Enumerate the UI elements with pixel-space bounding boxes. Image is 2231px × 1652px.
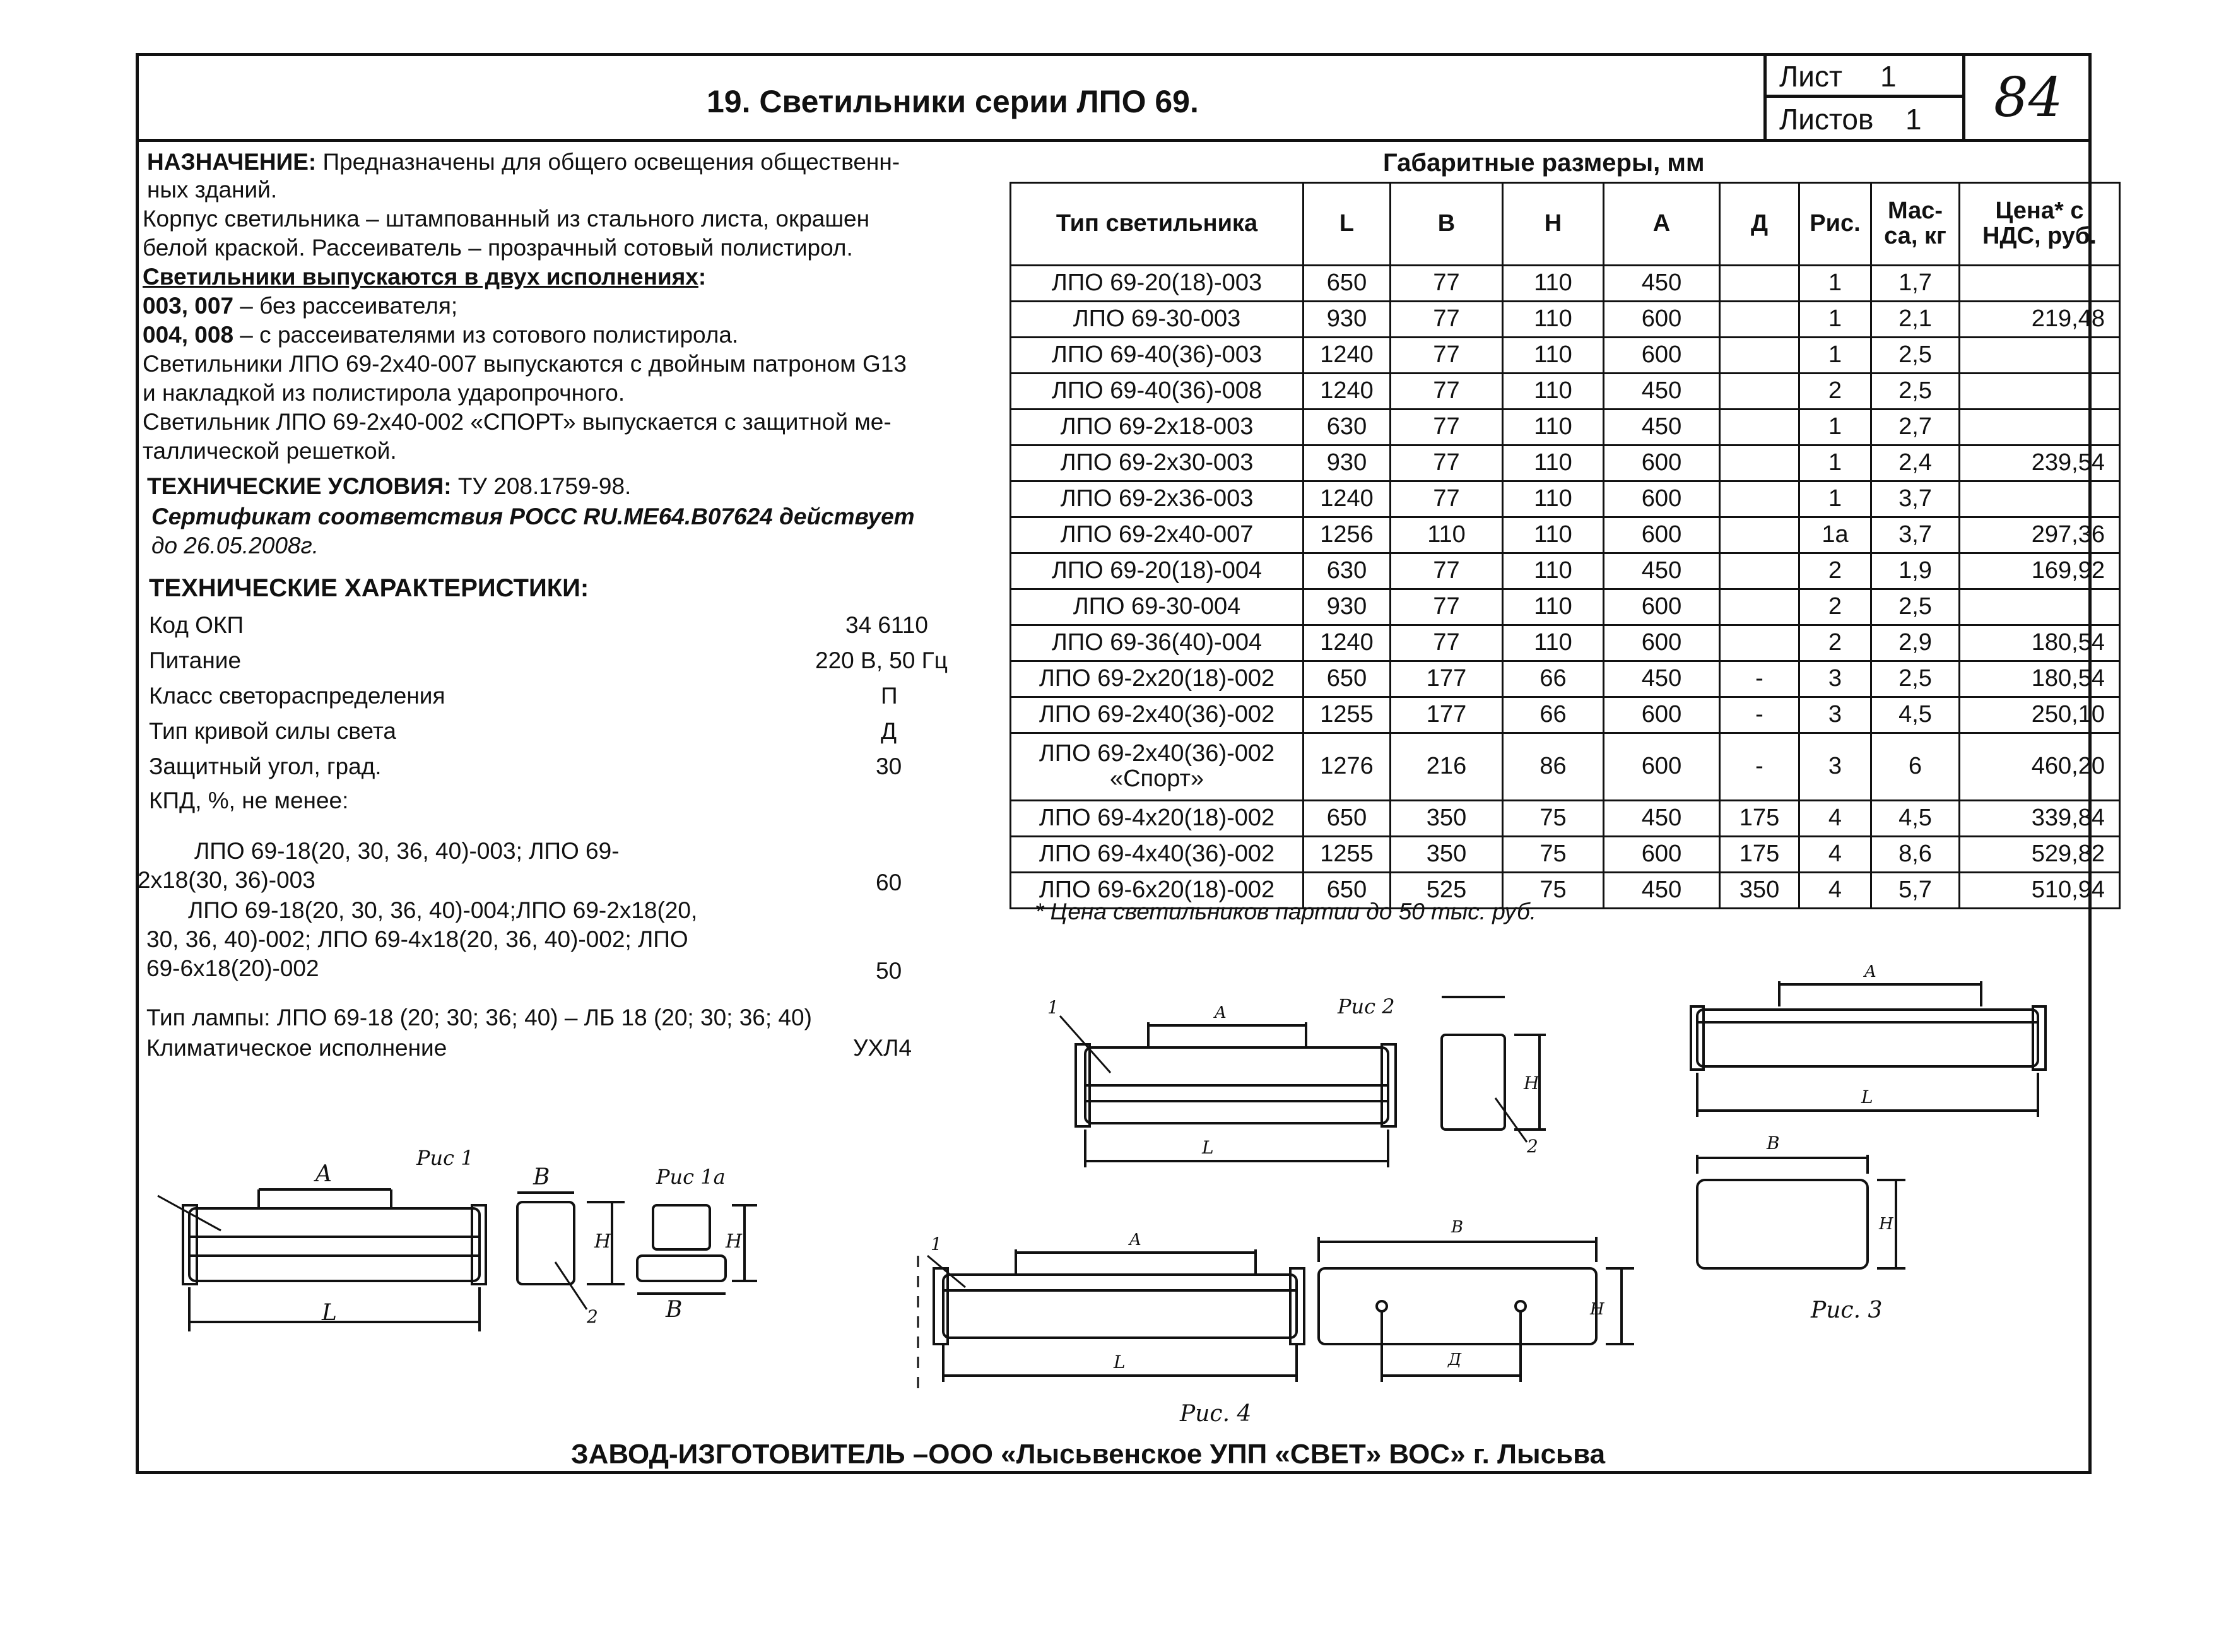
table-cell: 2,7: [1871, 410, 1960, 445]
table-cell: ЛПО 69-40(36)-008: [1011, 374, 1304, 410]
table-cell: 110: [1503, 517, 1604, 553]
table-cell: 1,9: [1871, 553, 1960, 589]
certificate-line-2: до 26.05.2008г.: [151, 533, 319, 558]
table-cell: 1: [1799, 302, 1871, 338]
table-cell: 250,10: [1960, 697, 2120, 733]
dimension-label-a: A: [1129, 1230, 1141, 1249]
table-cell: ЛПО 69-2x30-003: [1011, 445, 1304, 481]
dimension-label-a: A: [1215, 1003, 1227, 1022]
table-cell: 600: [1604, 338, 1720, 374]
table-cell: 650: [1304, 801, 1391, 837]
spec-label: Код ОКП: [149, 612, 244, 638]
figure-4-drawing: [918, 1237, 1634, 1388]
table-cell: -: [1720, 733, 1799, 801]
table-cell: 180,54: [1960, 625, 2120, 661]
table-cell: 1240: [1304, 374, 1391, 410]
version-2-text: – с рассеивателями из сотового полистирола.: [233, 322, 739, 348]
versions-colon: :: [698, 264, 707, 290]
table-cell: 600: [1604, 625, 1720, 661]
dimension-label-h: H: [1879, 1215, 1893, 1234]
table-cell: 3: [1799, 661, 1871, 697]
dimension-label-b: B: [666, 1297, 683, 1323]
table-cell: ЛПО 69-20(18)-003: [1011, 266, 1304, 302]
sheet-value: 1: [1880, 60, 1897, 93]
table-cell: ЛПО 69-2x40(36)-002: [1011, 697, 1304, 733]
sheets-value: 1: [1905, 103, 1922, 136]
table-cell: 75: [1503, 837, 1604, 873]
table-cell: 2: [1799, 589, 1871, 625]
table-cell: 4,5: [1871, 801, 1960, 837]
sheets-label: Листов: [1779, 103, 1874, 136]
table-cell: ЛПО 69-20(18)-004: [1011, 553, 1304, 589]
table-cell: 600: [1604, 517, 1720, 553]
table-cell: 110: [1503, 338, 1604, 374]
table-cell: 4: [1799, 873, 1871, 909]
table-cell: ЛПО 69-4x40(36)-002: [1011, 837, 1304, 873]
table-cell: -: [1720, 697, 1799, 733]
table-header-cell: Тип светильника: [1011, 183, 1304, 266]
table-caption: Габаритные размеры, мм: [1383, 149, 1705, 177]
table-cell: 510,94: [1960, 873, 2120, 909]
table-header-cell: Д: [1720, 183, 1799, 266]
table-cell: 2,9: [1871, 625, 1960, 661]
table-cell: 110: [1503, 553, 1604, 589]
table-cell: 1256: [1304, 517, 1391, 553]
table-cell: 77: [1391, 553, 1503, 589]
table-cell: 77: [1391, 481, 1503, 517]
note-1-line-2: и накладкой из полистирола ударопрочного.: [143, 380, 625, 406]
table-cell: 77: [1391, 374, 1503, 410]
spec-label: Защитный угол, град.: [149, 753, 382, 779]
dimension-label-l: L: [1202, 1137, 1214, 1158]
table-cell: 110: [1503, 374, 1604, 410]
table-cell: 66: [1503, 661, 1604, 697]
table-cell: 450: [1604, 266, 1720, 302]
table-cell: 1255: [1304, 697, 1391, 733]
figure-1a-caption: Рис 1а: [656, 1165, 726, 1189]
table-cell: 600: [1604, 837, 1720, 873]
cert-suffix: действует: [772, 504, 915, 529]
table-cell: 650: [1304, 266, 1391, 302]
table-cell: 339,84: [1960, 801, 2120, 837]
table-cell: ЛПО 69-6x20(18)-002: [1011, 873, 1304, 909]
spec-label: Тип кривой силы света: [149, 718, 396, 744]
table-cell: 66: [1503, 697, 1604, 733]
manufacturer-line: ЗАВОД-ИЗГОТОВИТЕЛЬ –ООО «Лысьвенское УПП «СВЕТ» ВОС» г. Лысьва: [571, 1439, 1606, 1470]
table-cell: 350: [1720, 873, 1799, 909]
table-cell: 930: [1304, 589, 1391, 625]
kpd-1-value: 60: [876, 870, 902, 895]
table-cell: ЛПО 69-30-004: [1011, 589, 1304, 625]
table-cell: 1240: [1304, 625, 1391, 661]
kpd-label: КПД, %, не менее:: [149, 788, 349, 813]
figure-3-drawing: [1691, 981, 2046, 1268]
table-cell: 450: [1604, 873, 1720, 909]
table-cell: 6: [1871, 733, 1960, 801]
table-header-cell: B: [1391, 183, 1503, 266]
dimension-label-b: B: [533, 1164, 550, 1190]
versions-heading-text: Светильники выпускаются в двух исполнениях: [143, 264, 698, 290]
purpose-line-2: ных зданий.: [147, 177, 278, 203]
table-cell: 86: [1503, 733, 1604, 801]
table-cell: 75: [1503, 801, 1604, 837]
table-header-cell: Цена* с НДС, руб.: [1960, 183, 2120, 266]
table-footnote: * Цена светильников партии до 50 тыс. руб.: [1035, 899, 1537, 924]
table-cell: ЛПО 69-2x18-003: [1011, 410, 1304, 445]
spec-value: Д: [881, 718, 897, 744]
table-cell: 450: [1604, 410, 1720, 445]
table-cell: 1: [1799, 338, 1871, 374]
table-header-cell: A: [1604, 183, 1720, 266]
table-cell: 1а: [1799, 517, 1871, 553]
page-title: 19. Светильники серии ЛПО 69.: [707, 84, 1199, 119]
table-cell: 2,1: [1871, 302, 1960, 338]
table-cell: 529,82: [1960, 837, 2120, 873]
dimension-label-h: H: [1590, 1300, 1604, 1319]
table-cell: 1: [1799, 266, 1871, 302]
leader-label-1: 1: [1047, 997, 1059, 1018]
table-cell: 2: [1799, 625, 1871, 661]
table-cell: 650: [1304, 661, 1391, 697]
table-cell: 4: [1799, 801, 1871, 837]
table-cell: 77: [1391, 410, 1503, 445]
table-header-cell: Мас- са, кг: [1871, 183, 1960, 266]
figure-4-caption: Рис. 4: [1180, 1401, 1252, 1427]
table-cell: 177: [1391, 697, 1503, 733]
table-cell: ЛПО 69-2x36-003: [1011, 481, 1304, 517]
leader-label-2: 2: [587, 1306, 598, 1327]
table-cell: 77: [1391, 625, 1503, 661]
handwritten-page-number: 84: [1994, 66, 2063, 129]
specs-heading: ТЕХНИЧЕСКИЕ ХАРАКТЕРИСТИКИ:: [149, 574, 589, 602]
tu-label: ТЕХНИЧЕСКИЕ УСЛОВИЯ:: [147, 473, 452, 499]
table-cell: -: [1720, 661, 1799, 697]
table-cell: 75: [1503, 873, 1604, 909]
table-cell: 177: [1391, 661, 1503, 697]
dimension-label-a: A: [315, 1161, 332, 1187]
table-cell: 2,5: [1871, 338, 1960, 374]
table-cell: 600: [1604, 589, 1720, 625]
table-cell: 5,7: [1871, 873, 1960, 909]
leader-label-2: 2: [1527, 1136, 1538, 1157]
table-cell: ЛПО 69-2x40-007: [1011, 517, 1304, 553]
dimension-label-h: H: [1524, 1073, 1539, 1094]
table-cell: 2: [1799, 374, 1871, 410]
climate-label: Климатическое исполнение: [146, 1035, 447, 1061]
version-2-code: 004, 008: [143, 322, 234, 348]
dimension-label-h: H: [594, 1230, 611, 1253]
dimension-label-l: L: [322, 1300, 337, 1326]
table-cell: 650: [1304, 873, 1391, 909]
table-cell: 297,36: [1960, 517, 2120, 553]
table-cell: 525: [1391, 873, 1503, 909]
table-cell: 1: [1799, 481, 1871, 517]
leader-label-1: 1: [931, 1234, 942, 1254]
table-cell: 77: [1391, 302, 1503, 338]
table-cell: ЛПО 69-30-003: [1011, 302, 1304, 338]
dimension-label-l: L: [1861, 1087, 1873, 1107]
body-line-1: Корпус светильника – штампованный из стального листа, окрашен: [143, 206, 870, 232]
table-cell: 219,48: [1960, 302, 2120, 338]
dimension-label-h: H: [726, 1230, 743, 1253]
table-cell: 175: [1720, 801, 1799, 837]
spec-label: Класс светораспределения: [149, 683, 445, 709]
table-cell: 1255: [1304, 837, 1391, 873]
figure-3-caption: Рис. 3: [1811, 1297, 1883, 1323]
note-2-line-1: Светильник ЛПО 69-2x40-002 «СПОРТ» выпускается с защитной ме-: [143, 409, 892, 435]
dimension-label-l: L: [1114, 1352, 1126, 1372]
table-cell: ЛПО 69-2x20(18)-002: [1011, 661, 1304, 697]
table-cell: 77: [1391, 445, 1503, 481]
note-2-line-2: таллической решеткой.: [143, 438, 397, 464]
table-cell: ЛПО 69-36(40)-004: [1011, 625, 1304, 661]
cert-prefix: Сертификат соответствия: [151, 504, 510, 529]
table-cell: 110: [1503, 625, 1604, 661]
table-cell: 2,5: [1871, 374, 1960, 410]
spec-value: 30: [876, 753, 902, 779]
table-cell: 3,7: [1871, 517, 1960, 553]
table-cell: 110: [1503, 481, 1604, 517]
table-cell: 77: [1391, 589, 1503, 625]
table-cell: ЛПО 69-4x20(18)-002: [1011, 801, 1304, 837]
table-header-cell: L: [1304, 183, 1391, 266]
table-cell: 2,4: [1871, 445, 1960, 481]
purpose-text-1: Предназначены для общего освещения общественн-: [322, 149, 900, 175]
table-cell: 3,7: [1871, 481, 1960, 517]
table-cell: 3: [1799, 697, 1871, 733]
table-cell: 110: [1503, 302, 1604, 338]
table-cell: 4,5: [1871, 697, 1960, 733]
table-cell: 180,54: [1960, 661, 2120, 697]
table-cell: 450: [1604, 801, 1720, 837]
table-cell: 600: [1604, 481, 1720, 517]
table-cell: 630: [1304, 553, 1391, 589]
table-cell: 350: [1391, 837, 1503, 873]
table-cell: 175: [1720, 837, 1799, 873]
dimension-label-d: Д: [1448, 1350, 1462, 1369]
figure-2-caption: Рис 2: [1338, 994, 1395, 1018]
table-cell: 1: [1799, 410, 1871, 445]
note-1-line-1: Светильники ЛПО 69-2x40-007 выпускаются с двойным патроном G13: [143, 351, 907, 377]
table-cell: 8,6: [1871, 837, 1960, 873]
table-cell: 1: [1799, 445, 1871, 481]
table-cell: ЛПО 69-2x40(36)-002 «Спорт»: [1011, 733, 1304, 801]
table-cell: 930: [1304, 302, 1391, 338]
spec-label: Питание: [149, 647, 242, 673]
table-cell: ЛПО 69-40(36)-003: [1011, 338, 1304, 374]
table-cell: 110: [1503, 445, 1604, 481]
kpd-2-line-3: 69-6x18(20)-002: [146, 955, 319, 981]
table-cell: 450: [1604, 374, 1720, 410]
figure-1-caption: Рис 1: [416, 1146, 474, 1170]
kpd-2-line-2: 30, 36, 40)-002; ЛПО 69-4x18(20, 36, 40)-002; ЛПО: [146, 926, 688, 952]
table-cell: 2,5: [1871, 589, 1960, 625]
kpd-1-line-2: 2x18(30, 36)-003: [138, 867, 315, 893]
table-cell: 1,7: [1871, 266, 1960, 302]
dimension-label-b: B: [1451, 1218, 1464, 1237]
table-cell: 930: [1304, 445, 1391, 481]
table-cell: 239,54: [1960, 445, 2120, 481]
table-cell: 1240: [1304, 481, 1391, 517]
table-cell: 600: [1604, 302, 1720, 338]
table-header-cell: Рис.: [1799, 183, 1871, 266]
table-cell: 110: [1391, 517, 1503, 553]
table-cell: 460,20: [1960, 733, 2120, 801]
table-cell: 450: [1604, 553, 1720, 589]
table-cell: 1276: [1304, 733, 1391, 801]
spec-value: 34 6110: [845, 612, 928, 638]
figure-2-drawing: [1060, 997, 1546, 1167]
spec-value: П: [881, 683, 898, 709]
table-header-cell: H: [1503, 183, 1604, 266]
table-cell: 77: [1391, 266, 1503, 302]
kpd-2-value: 50: [876, 958, 902, 984]
spec-value: 220 В, 50 Гц: [815, 647, 948, 673]
kpd-2-line-1: ЛПО 69-18(20, 30, 36, 40)-004;ЛПО 69-2x18(20,: [188, 897, 698, 923]
dimension-label-b: B: [1767, 1133, 1780, 1153]
kpd-1-line-1: ЛПО 69-18(20, 30, 36, 40)-003; ЛПО 69-: [194, 838, 620, 864]
table-cell: 2,5: [1871, 661, 1960, 697]
table-cell: 450: [1604, 661, 1720, 697]
version-1-text: – без рассеивателя;: [233, 293, 458, 319]
table-cell: 600: [1604, 733, 1720, 801]
tu-value: ТУ 208.1759-98.: [451, 473, 632, 499]
table-cell: 600: [1604, 697, 1720, 733]
table-cell: 4: [1799, 837, 1871, 873]
table-cell: 216: [1391, 733, 1503, 801]
climate-value: УХЛ4: [853, 1035, 912, 1061]
body-line-2: белой краской. Рассеиватель – прозрачный сотовый полистирол.: [143, 235, 853, 261]
table-cell: 2: [1799, 553, 1871, 589]
sheet-label: Лист: [1779, 60, 1842, 93]
lamp-type: Тип лампы: ЛПО 69-18 (20; 30; 36; 40) – ЛБ 18 (20; 30; 36; 40): [146, 1005, 812, 1030]
table-cell: 3: [1799, 733, 1871, 801]
cert-number: РОСС RU.ME64.B07624: [509, 504, 773, 529]
purpose-label: НАЗНАЧЕНИЕ:: [147, 149, 317, 175]
table-cell: 630: [1304, 410, 1391, 445]
table-cell: 1240: [1304, 338, 1391, 374]
table-cell: 169,92: [1960, 553, 2120, 589]
table-cell: 600: [1604, 445, 1720, 481]
table-cell: 350: [1391, 801, 1503, 837]
table-cell: 110: [1503, 266, 1604, 302]
table-cell: 77: [1391, 338, 1503, 374]
table-cell: 110: [1503, 589, 1604, 625]
table-cell: 110: [1503, 410, 1604, 445]
dimension-label-a: A: [1864, 962, 1876, 981]
version-1-code: 003, 007: [143, 293, 234, 319]
